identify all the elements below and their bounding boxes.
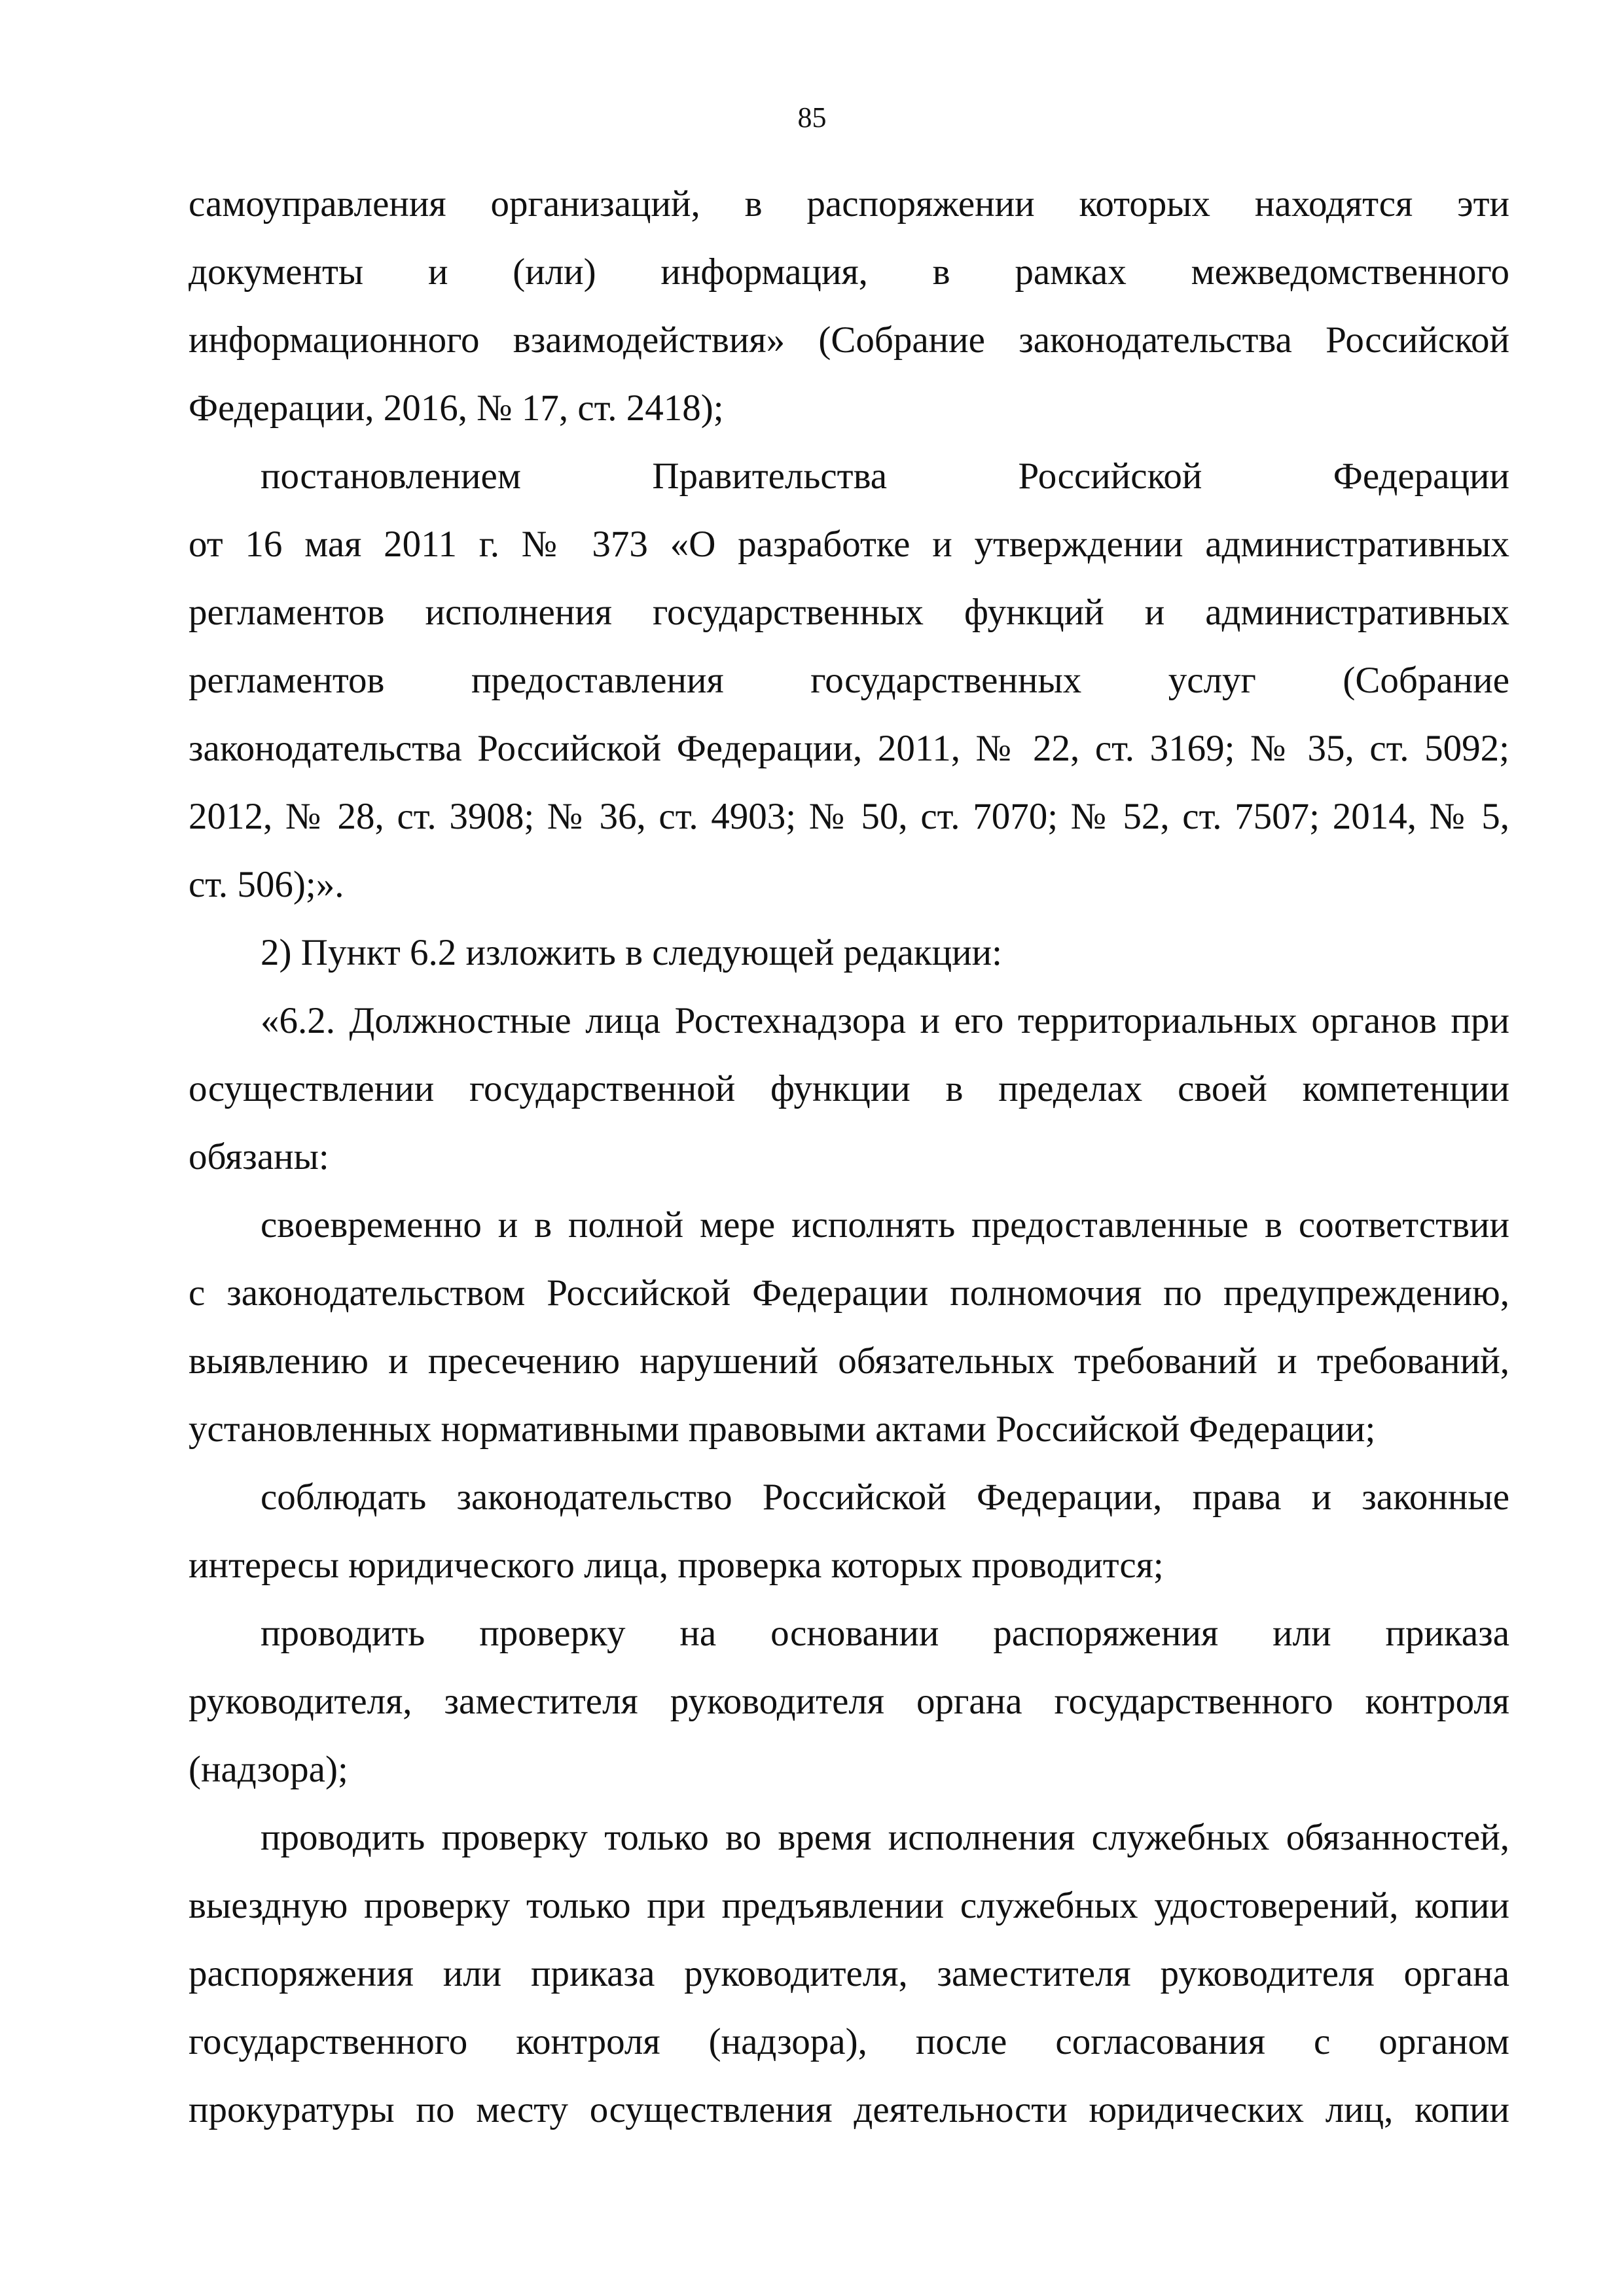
text-line: интересы юридического лица, проверка которых проводится;	[189, 1545, 1164, 1586]
text-line: документы и (или) информация, в рамках межведомственного	[189, 251, 1509, 293]
text-line: обязаны:	[189, 1136, 329, 1177]
text-line: прокуратуры по месту осуществления деятельности юридических лиц, копии	[189, 2089, 1509, 2130]
text-line: с законодательством Российской Федерации полномочия по предупреждению,	[189, 1272, 1509, 1314]
text-line: «6.2. Должностные лица Ростехнадзора и его территориальных органов при	[261, 1000, 1509, 1041]
text-line: соблюдать законодательство Российской Федерации, права и законные	[261, 1477, 1509, 1518]
text-line: выездную проверку только при предъявлении служебных удостоверений, копии	[189, 1885, 1509, 1926]
text-line: постановлением Правительства Российской Федерации	[261, 456, 1509, 497]
text-line: осуществлении государственной функции в пределах своей компетенции	[189, 1068, 1509, 1109]
document-body	[189, 170, 1509, 2144]
text-line: от 16 мая 2011 г. № 373 «О разработке и утверждении административных	[189, 524, 1509, 565]
text-line: установленных нормативными правовыми актами Российской Федерации;	[189, 1408, 1376, 1450]
text-line: своевременно и в полной мере исполнять предоставленные в соответствии	[261, 1204, 1509, 1246]
page-number: 85	[797, 101, 827, 134]
text-line: законодательства Российской Федерации, 2011, № 22, ст. 3169; № 35, ст. 5092;	[189, 728, 1509, 769]
text-line: Федерации, 2016, № 17, ст. 2418);	[189, 387, 724, 429]
text-line: 2012, № 28, ст. 3908; № 36, ст. 4903; № 50, ст. 7070; № 52, ст. 7507; 2014, № 5,	[189, 796, 1509, 837]
text-line: проводить проверку только во время исполнения служебных обязанностей,	[261, 1817, 1509, 1858]
text-line: регламентов исполнения государственных функций и административных	[189, 592, 1509, 633]
text-line: самоуправления организаций, в распоряжении которых находятся эти	[189, 183, 1509, 224]
text-line: информационного взаимодействия» (Собрание законодательства Российской	[189, 319, 1509, 361]
text-line: распоряжения или приказа руководителя, заместителя руководителя органа	[189, 1953, 1509, 1994]
text-line: регламентов предоставления государственных услуг (Собрание	[189, 660, 1509, 701]
text-line: 2) Пункт 6.2 изложить в следующей редакции:	[261, 932, 1002, 973]
text-line: проводить проверку на основании распоряжения или приказа	[261, 1613, 1509, 1654]
text-line: руководителя, заместителя руководителя органа государственного контроля	[189, 1681, 1509, 1722]
text-line: выявлению и пресечению нарушений обязательных требований и требований,	[189, 1340, 1509, 1382]
text-line: государственного контроля (надзора), после согласования с органом	[189, 2021, 1509, 2062]
text-line: (надзора);	[189, 1749, 348, 1790]
text-line: ст. 506);».	[189, 864, 344, 905]
